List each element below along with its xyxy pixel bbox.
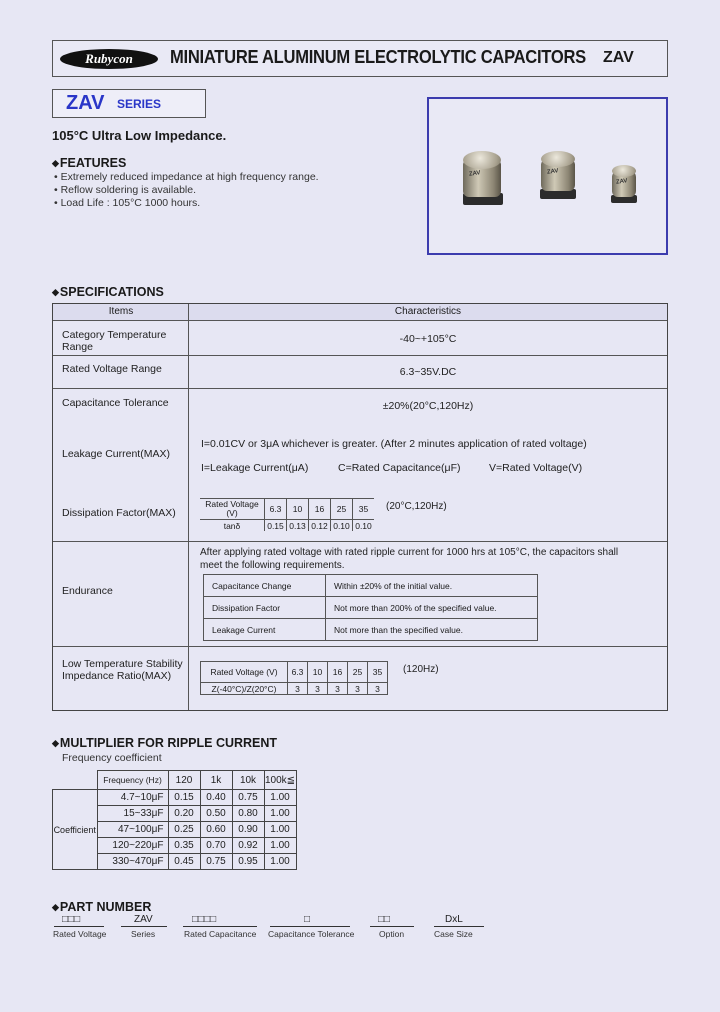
frequency-value: 10k — [232, 771, 264, 790]
series-name: ZAV — [66, 92, 105, 114]
diamond-icon: ◆ — [52, 738, 59, 748]
product-photo — [427, 97, 668, 255]
pn-rated-voltage-label: Rated Voltage — [53, 929, 107, 939]
coefficient-value: 0.40 — [200, 790, 232, 806]
dissipation-voltage: 16 — [309, 499, 331, 520]
dissipation-voltage: 6.3 — [265, 499, 287, 520]
coefficient-value: 0.92 — [232, 838, 264, 854]
coefficient-value: 1.00 — [264, 854, 296, 870]
tan-delta-value: 0.10 — [353, 520, 375, 532]
coefficient-value: 1.00 — [264, 806, 296, 822]
capacitor-image-medium: ZAV — [537, 151, 577, 203]
impedance-voltage: 6.3 — [288, 662, 308, 683]
frequency-header: Frequency (Hz) — [97, 771, 168, 790]
feature-item: • Reflow soldering is available. — [54, 184, 196, 196]
coefficient-value: 0.15 — [168, 790, 200, 806]
tan-delta-header: tanδ — [200, 520, 265, 532]
impedance-voltage: 10 — [308, 662, 328, 683]
specifications-heading-text: SPECIFICATIONS — [59, 285, 164, 299]
diamond-icon: ◆ — [52, 902, 59, 912]
endurance-requirement: Not more than the specified value. — [326, 619, 538, 641]
brand-logo: Rubycon — [60, 49, 158, 69]
col-items-header: Items — [108, 306, 134, 317]
coefficient-value: 1.00 — [264, 790, 296, 806]
coefficient-value: 0.60 — [200, 822, 232, 838]
dissipation-condition: (20°C,120Hz) — [386, 501, 447, 512]
coefficient-label: Coefficient — [53, 790, 98, 870]
pn-tolerance-symbol: □ — [304, 914, 311, 925]
pn-series-symbol: ZAV — [134, 914, 153, 925]
category-temperature-value: -40~+105°C — [399, 333, 457, 345]
pn-case-size-label: Case Size — [434, 929, 473, 939]
impedance-voltage: 16 — [328, 662, 348, 683]
dissipation-factor-label: Dissipation Factor(MAX) — [62, 507, 176, 519]
low-temperature-label: Low Temperature Stability Impedance Ratio(MAX) — [62, 658, 183, 682]
leakage-def-c: C=Rated Capacitance(μF) — [338, 462, 461, 474]
diamond-icon: ◆ — [52, 158, 59, 168]
impedance-voltage: 25 — [348, 662, 368, 683]
capacitance-range: 330~470μF — [97, 854, 168, 870]
leakage-def-v: V=Rated Voltage(V) — [489, 462, 583, 474]
capacitance-tolerance-value: ±20%(20°C,120Hz) — [382, 400, 474, 412]
impedance-ratio-table — [200, 661, 388, 695]
diamond-icon: ◆ — [52, 287, 59, 297]
impedance-ratio-value: 3 — [288, 683, 308, 695]
impedance-condition: (120Hz) — [403, 664, 439, 675]
coefficient-value: 0.70 — [200, 838, 232, 854]
specifications-table — [52, 303, 668, 711]
impedance-ratio-value: 3 — [308, 683, 328, 695]
rated-voltage-value: 6.3~35V.DC — [399, 366, 457, 378]
coefficient-value: 0.35 — [168, 838, 200, 854]
leakage-current-label: Leakage Current(MAX) — [62, 448, 170, 460]
pn-rated-capacitance-label: Rated Capacitance — [184, 929, 257, 939]
series-subtitle: 105°C Ultra Low Impedance. — [52, 128, 227, 143]
page-title: MINIATURE ALUMINUM ELECTROLYTIC CAPACITORS — [170, 47, 586, 67]
coefficient-value: 0.90 — [232, 822, 264, 838]
series-word: SERIES — [117, 97, 162, 111]
part-number-heading — [52, 900, 151, 914]
features-heading-text: FEATURES — [59, 156, 127, 170]
coefficient-value: 1.00 — [264, 822, 296, 838]
col-characteristics-header: Characteristics — [394, 306, 462, 317]
capacitance-tolerance-label: Capacitance Tolerance — [62, 397, 169, 409]
ripple-multiplier-table — [52, 770, 297, 870]
coefficient-value: 0.75 — [200, 854, 232, 870]
frequency-value: 1k — [200, 771, 232, 790]
capacitance-range: 120~220μF — [97, 838, 168, 854]
capacitance-range: 15~33μF — [97, 806, 168, 822]
impedance-voltage-header: Rated Voltage (V) — [201, 662, 288, 683]
coefficient-value: 0.75 — [232, 790, 264, 806]
impedance-ratio-value: 3 — [368, 683, 388, 695]
leakage-def-i: I=Leakage Current(μA) — [201, 462, 309, 474]
frequency-value: 100k≦ — [264, 771, 296, 790]
dissipation-voltage: 10 — [287, 499, 309, 520]
endurance-requirement: Not more than 200% of the specified value. — [326, 597, 538, 619]
capacitor-image-large: ZAV — [459, 151, 505, 209]
dissipation-voltage: 35 — [353, 499, 375, 520]
dissipation-table — [200, 498, 374, 531]
tan-delta-value: 0.13 — [287, 520, 309, 532]
rated-voltage-label: Rated Voltage Range — [62, 363, 162, 375]
endurance-item: Capacitance Change — [204, 575, 326, 597]
dissipation-voltage-header: Rated Voltage (V) — [200, 499, 265, 520]
feature-item: • Load Life : 105°C 1000 hours. — [54, 197, 201, 209]
impedance-voltage: 35 — [368, 662, 388, 683]
series-code: ZAV — [603, 49, 634, 66]
endurance-text-line1: After applying rated voltage with rated ripple current for 1000 hrs at 105°C, the capacitors shall — [200, 547, 619, 558]
specifications-heading — [52, 285, 164, 299]
coefficient-value: 0.20 — [168, 806, 200, 822]
category-temperature-label: Category Temperature Range — [62, 329, 167, 353]
pn-rated-voltage-symbol: □□□ — [62, 914, 81, 925]
endurance-text-line2: meet the following requirements. — [200, 560, 345, 571]
leakage-formula: I=0.01CV or 3μA whichever is greater. (After 2 minutes application of rated voltage) — [201, 438, 587, 450]
pn-case-size-symbol: DxL — [445, 914, 463, 925]
endurance-requirement: Within ±20% of the initial value. — [326, 575, 538, 597]
pn-option-symbol: □□ — [378, 914, 391, 925]
coefficient-value: 0.25 — [168, 822, 200, 838]
feature-item: • Extremely reduced impedance at high frequency range. — [54, 171, 319, 183]
coefficient-value: 0.80 — [232, 806, 264, 822]
capacitance-range: 47~100μF — [97, 822, 168, 838]
endurance-table — [203, 574, 538, 641]
part-number-heading-text: PART NUMBER — [59, 900, 152, 914]
features-heading — [52, 156, 126, 170]
coefficient-value: 0.50 — [200, 806, 232, 822]
coefficient-value: 0.45 — [168, 854, 200, 870]
pn-option-label: Option — [379, 929, 405, 939]
pn-series-label: Series — [131, 929, 156, 939]
coefficient-value: 1.00 — [264, 838, 296, 854]
frequency-value: 120 — [168, 771, 200, 790]
impedance-ratio-value: 3 — [348, 683, 368, 695]
multiplier-heading — [52, 736, 277, 750]
endurance-label: Endurance — [62, 585, 113, 597]
tan-delta-value: 0.12 — [309, 520, 331, 532]
tan-delta-value: 0.15 — [265, 520, 287, 532]
coefficient-value: 0.95 — [232, 854, 264, 870]
capacitor-image-small: ZAV — [609, 165, 639, 207]
frequency-coefficient-label: Frequency coefficient — [62, 752, 162, 764]
pn-rated-capacitance-symbol: □□□□ — [192, 914, 217, 925]
impedance-ratio-value: 3 — [328, 683, 348, 695]
endurance-item: Dissipation Factor — [204, 597, 326, 619]
tan-delta-value: 0.10 — [331, 520, 353, 532]
endurance-item: Leakage Current — [204, 619, 326, 641]
pn-tolerance-label: Capacitance Tolerance — [268, 929, 355, 939]
impedance-ratio-header: Z(-40°C)/Z(20°C) — [201, 683, 288, 695]
dissipation-voltage: 25 — [331, 499, 353, 520]
multiplier-heading-text: MULTIPLIER FOR RIPPLE CURRENT — [59, 736, 278, 750]
capacitance-range: 4.7~10μF — [97, 790, 168, 806]
